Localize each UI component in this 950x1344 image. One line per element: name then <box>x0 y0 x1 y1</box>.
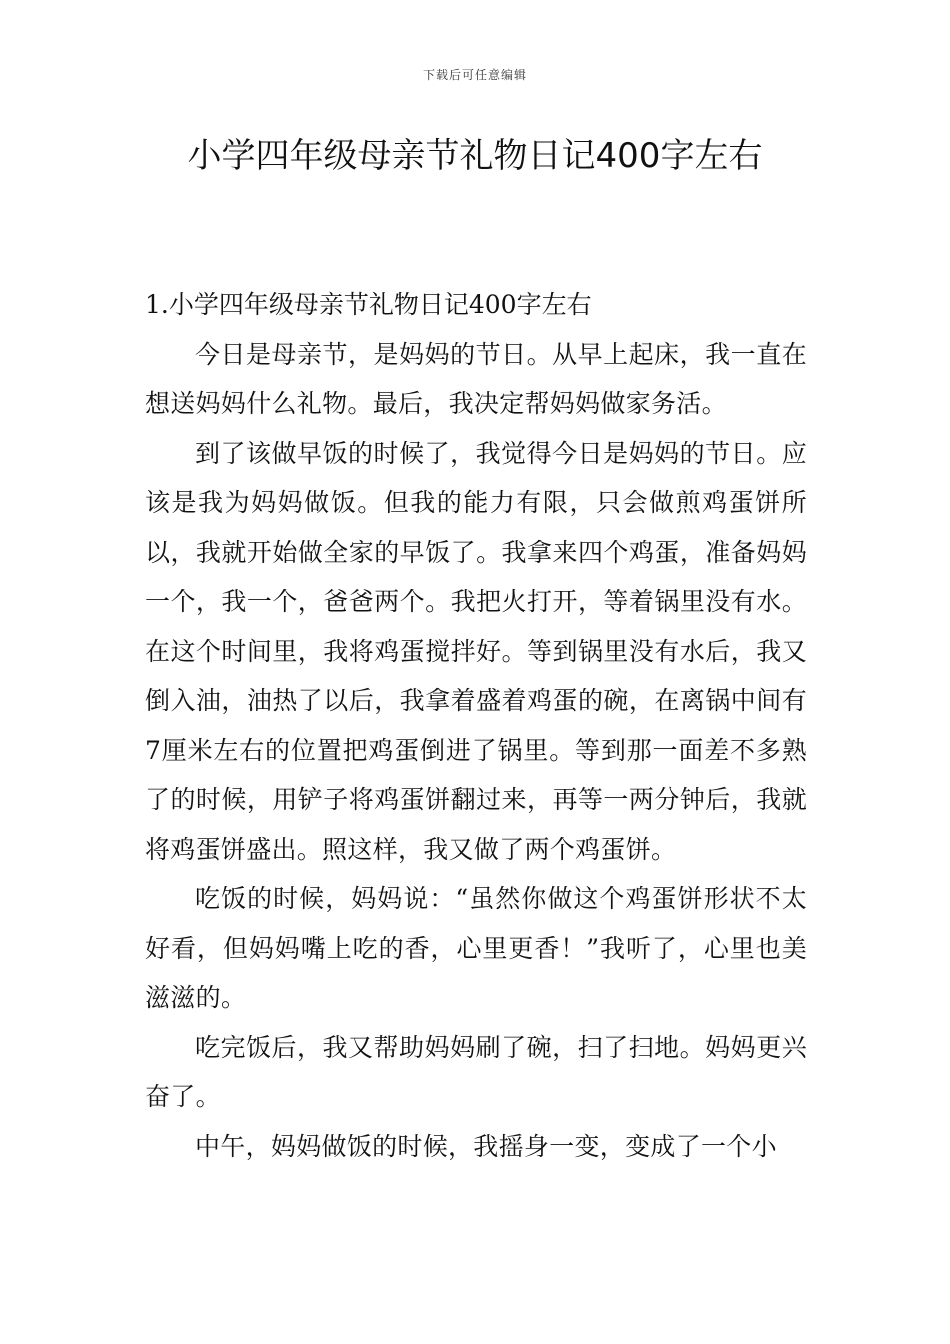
paragraph-1: 今日是母亲节，是妈妈的节日。从早上起床，我一直在想送妈妈什么礼物。最后，我决定帮妈妈做家务活。 <box>145 339 807 418</box>
paragraph-4: 吃完饭后，我又帮助妈妈刷了碗，扫了扫地。妈妈更兴奋了。 <box>145 1032 807 1111</box>
document-body <box>145 280 807 1171</box>
section-heading: 1.小学四年级母亲节礼物日记400字左右 <box>145 290 592 319</box>
document-title: 小学四年级母亲节礼物日记400字左右 <box>187 136 763 176</box>
paragraph-3: 吃饭的时候，妈妈说：“虽然你做这个鸡蛋饼形状不太好看，但妈妈嘴上吃的香，心里更香！”我听了，心里也美滋滋的。 <box>145 884 807 1012</box>
header-note: 下载后可任意编辑 <box>422 68 527 82</box>
paragraph-5: 中午，妈妈做饭的时候，我摇身一变，变成了一个小 <box>195 1131 777 1161</box>
paragraph-2: 到了该做早饭的时候了，我觉得今日是妈妈的节日。应该是我为妈妈做饭。但我的能力有限，只会做煎鸡蛋饼所以，我就开始做全家的早饭了。我拿来四个鸡蛋，准备妈妈一个，我一个，爸爸两个。我把火打开，等着锅里没有水。在这个时间里，我将鸡蛋搅拌好。等到锅里没有水后，我又倒入油，油热了以后，我拿着盛着鸡蛋的碗，在离锅中间有7厘米左右的位置把鸡蛋倒进了锅里。等到那一面差不多熟了的时候，用铲子将鸡蛋饼翻过来，再等一两分钟后，我就将鸡蛋饼盛出。照这样，我又做了两个鸡蛋饼。 <box>145 438 807 864</box>
